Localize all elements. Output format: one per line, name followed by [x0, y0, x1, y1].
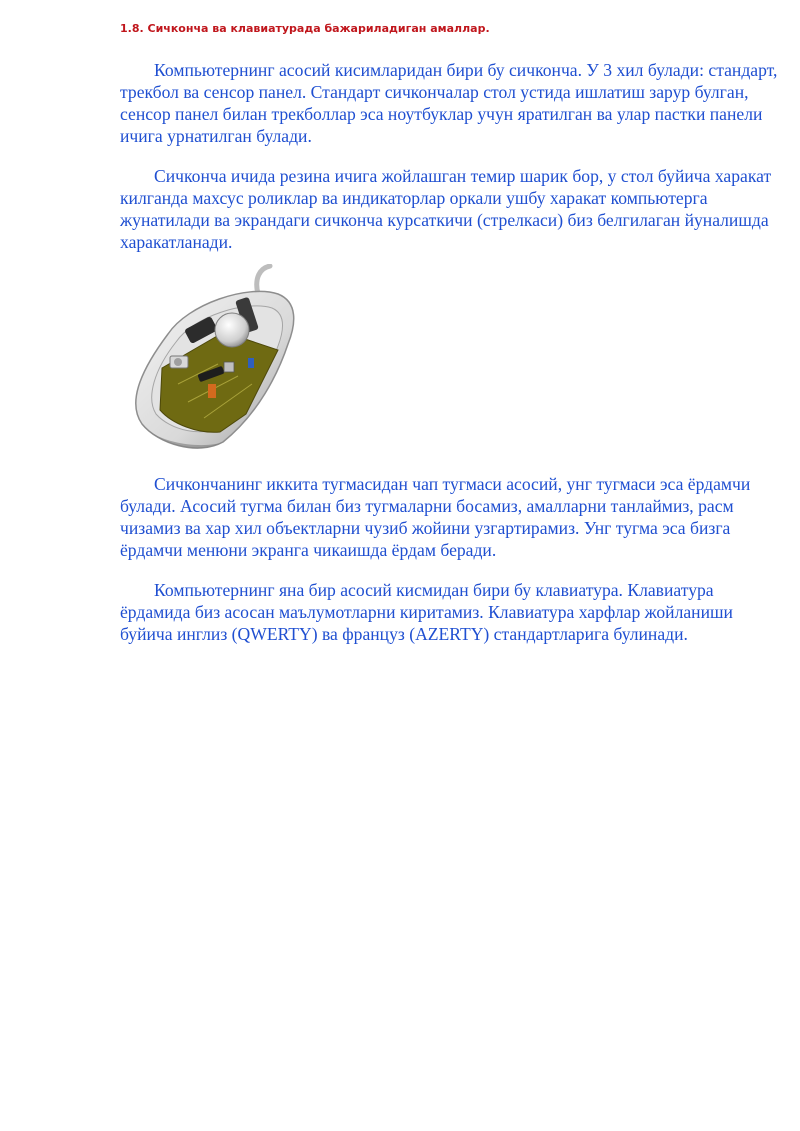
paragraph-mouse-types: Компьютернинг асосий кисимларидан бири бу сичконча. У 3 хил булади: стандарт, трекбол ва сенсор панел. Стандарт сичкончалар стол устида ишлатиш зарур булган, сенсор панел билан трекболлар эса ноутбуклар учун яратилган ва улар пастки панели ичига урнатилган булади. — [120, 60, 778, 146]
paragraph-mouse-buttons: Сичкончанинг иккита тугмасидан чап тугмаси асосий, унг тугмаси эса ёрдамчи булади. Асосий тугма билан биз тугмаларни босамиз, амалларни танлаймиз, расм чизамиз ва хар хил объектларни чузиб жойини узгартирамиз. Унг тугма эса бизга ёрдамчи менюни экранга чикаишда ёрдам беради. — [120, 474, 751, 560]
section-heading: 1.8. Сичкончa ва клавиатурада бажариладиган амаллар. — [120, 22, 490, 35]
mouse-internals-icon — [128, 264, 300, 450]
paragraph-keyboard: Компьютернинг яна бир асосий кисмидан бири бу клавиатура. Клавиатура ёрдамида биз асосан маълумотларни киритамиз. Клавиатура харфлар жойланиши буйича инглиз (QWERTY) ва француз (AZERTY) стандартларига булинади. — [120, 580, 733, 644]
paragraph-mouse-ball: Сичконча ичида резина ичига жойлашган темир шарик бор, у стол буйича харакат килганда махсус роликлар ва индикаторлар оркали ушбу харакат компьютерга жунатилади ва экрандаги сичконча курсаткичи (стрелкаси) биз белгилаган йуналишда харакатланади. — [120, 166, 772, 252]
mouse-internals-figure — [128, 264, 300, 450]
